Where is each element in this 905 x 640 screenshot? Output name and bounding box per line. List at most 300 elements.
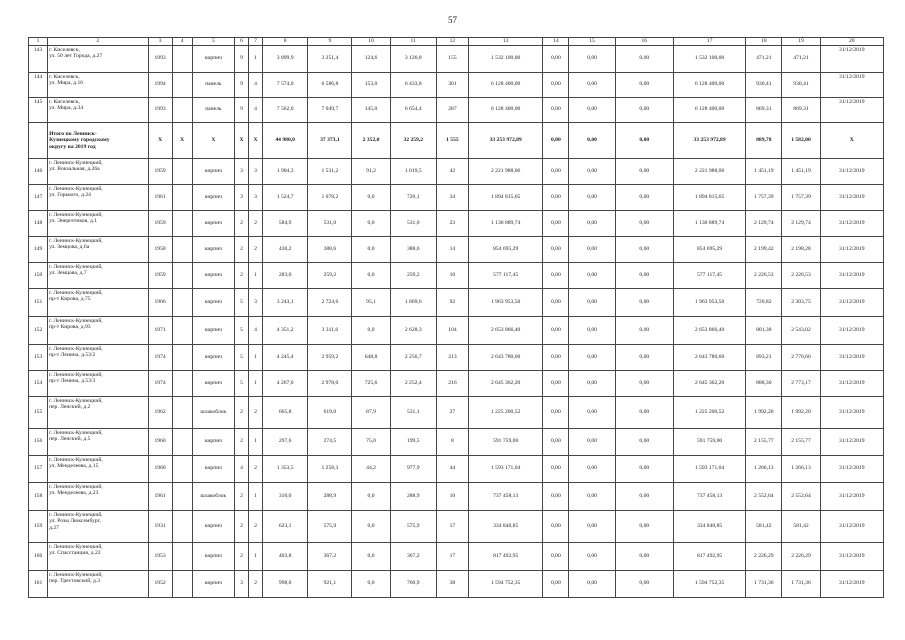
table-row [29,158,884,184]
cell-u2: 471,21 [782,45,820,72]
cell-u2: 1 582,00 [782,122,820,158]
cell-s1: 44 980,0 [263,122,308,158]
cell-s2: 274,5 [308,428,352,455]
cell-u2: 1 451,19 [782,158,820,184]
cell-fl: 4 [234,455,248,482]
address-line: г. Ленинск-Кузнецкий, [49,211,103,218]
cell-s1: 283,0 [263,262,308,288]
cell-u1: 889,78 [746,122,782,158]
address-cell [48,184,148,210]
cell-tot: 1 130 889,74 [673,210,745,236]
cell-fl: X [234,122,248,158]
cell-u2: 2 155,77 [782,428,820,455]
address-line: ул. Менделеева, д.23 [49,490,99,497]
address-line: г. Киселевск, [49,98,80,105]
cell-year: 1994 [148,72,172,97]
cell-date: 31/12/2019 [820,210,883,236]
cell-fl: 2 [234,236,248,262]
cell-year: 1960 [148,428,172,455]
cell-n: 17 [436,542,468,570]
column-number: 17 [673,38,745,46]
cell-s2: 1 258,3 [308,455,352,482]
cell-en: 4 [249,72,263,97]
address-line: пр-т Кирова, д.75 [49,296,91,303]
cell-u1: 720,82 [746,288,782,316]
address-line: г. Ленинск-Кузнецкий, [49,289,103,296]
cell-no: 155 [29,396,48,428]
cell-s4: 575,9 [390,510,436,542]
cell-sum: 577 117,45 [468,262,542,288]
cell-fl: 2 [234,510,248,542]
cell-no: 149 [29,236,48,262]
address-line: г. Ленинск-Кузнецкий, [49,397,103,404]
cell-no: 156 [29,428,48,455]
cell-s2: 388,6 [308,236,352,262]
cell-year: 1961 [148,184,172,210]
cell-mat: кирпич [192,236,234,262]
cell-s1: 310,0 [263,482,308,510]
cell-mat: кирпич [192,344,234,370]
cell-tot: 1 532 100,00 [673,45,745,72]
address-line: ул. Розы Люксембург, [49,518,101,525]
cell-mat: кирпич [192,158,234,184]
cell-c4 [172,316,192,344]
address-cell [48,455,148,482]
cell-date: 31/12/2019 [820,570,883,597]
cell-n: 23 [436,210,468,236]
cell-fl: 9 [234,45,248,72]
page-number: 57 [448,15,457,25]
cell-s3: 0,0 [352,510,390,542]
cell-no: 159 [29,510,48,542]
address-line: ул. Спасстанция, д.22 [49,550,101,557]
cell-u2: 1 266,13 [782,455,820,482]
cell-z1: 0,00 [543,288,569,316]
address-cell [48,72,148,97]
cell-z2: 0,00 [569,97,615,122]
cell-s4: 32 259,2 [390,122,436,158]
address-cell [48,396,148,428]
cell-s4: 288,9 [390,482,436,510]
cell-z3: 0,00 [615,455,673,482]
cell-s1: 297,6 [263,428,308,455]
cell-sum: 1 130 889,74 [468,210,542,236]
cell-en: 1 [249,482,263,510]
cell-s1: 4 267,0 [263,370,308,396]
cell-no: 147 [29,184,48,210]
cell-z1: 0,00 [543,236,569,262]
cell-s2: 2 724,6 [308,288,352,316]
cell-z3: 0,00 [615,210,673,236]
cell-year: 1959 [148,262,172,288]
cell-tot: 854 695,29 [673,236,745,262]
table-row [29,396,884,428]
cell-mat: кирпич [192,45,234,72]
table-row [29,262,884,288]
cell-s2: 367,2 [308,542,352,570]
cell-n: 38 [436,570,468,597]
cell-u2: 930,41 [782,72,820,97]
cell-u1: 2 552,64 [746,482,782,510]
cell-s2: 2 959,2 [308,344,352,370]
cell-u1: 2 129,74 [746,210,782,236]
address-line: г. Ленинск-Кузнецкий, [49,456,103,463]
cell-z3: 0,00 [615,542,673,570]
cell-z1: 0,00 [543,542,569,570]
address-line: пр-т Ленина, д.53/2 [49,352,96,359]
cell-n: 17 [436,510,468,542]
cell-u1: 893,21 [746,344,782,370]
cell-z3: 0,00 [615,570,673,597]
cell-c4 [172,184,192,210]
cell-mat: кирпич [192,316,234,344]
cell-s3: 0,0 [352,542,390,570]
cell-n: 10 [436,482,468,510]
cell-s2: 3 311,6 [308,316,352,344]
address-cell [48,316,148,344]
cell-n: 44 [436,455,468,482]
cell-date: X [820,122,883,158]
cell-mat: кирпич [192,262,234,288]
address-cell [48,344,148,370]
cell-c4 [172,570,192,597]
address-line: г. Ленинск-Кузнецкий, [49,185,103,192]
cell-z2: 0,00 [569,316,615,344]
cell-sum: 1 894 815,65 [468,184,542,210]
cell-en: 2 [249,396,263,428]
cell-z3: 0,00 [615,97,673,122]
table-row [29,482,884,510]
cell-z3: 0,00 [615,262,673,288]
cell-u1: 2 199,42 [746,236,782,262]
cell-mat: кирпич [192,428,234,455]
cell-u1: 471,21 [746,45,782,72]
cell-z3: 0,00 [615,184,673,210]
cell-s4: 720,1 [390,184,436,210]
cell-c4 [172,236,192,262]
cell-c4 [172,428,192,455]
cell-year: 1962 [148,396,172,428]
cell-s2: 531,0 [308,210,352,236]
cell-sum: 817 492,95 [468,542,542,570]
table-row [29,570,884,597]
cell-s1: 665,8 [263,396,308,428]
cell-no: 161 [29,570,48,597]
total-row [29,122,884,158]
cell-sum: 737 458,13 [468,482,542,510]
cell-en: 1 [249,262,263,288]
cell-c4 [172,288,192,316]
address-line: г. Ленинск-Кузнецкий, [49,543,103,550]
address-line: г. Ленинск-Кузнецкий, [49,345,103,352]
cell-s3: 725,6 [352,370,390,396]
cell-s2: 288,9 [308,482,352,510]
address-line: ул. Менделеева, д.15 [49,463,99,470]
cell-z1: 0,00 [543,158,569,184]
cell-z1: 0,00 [543,396,569,428]
cell-no: 152 [29,316,48,344]
cell-mat: кирпич [192,370,234,396]
address-line: округу на 2019 год [49,143,96,150]
cell-z3: 0,00 [615,510,673,542]
cell-z2: 0,00 [569,184,615,210]
cell-tot: 2 645 362,20 [673,370,745,396]
cell-z2: 0,00 [569,396,615,428]
cell-en: 2 [249,210,263,236]
cell-sum: 2 221 988,06 [468,158,542,184]
cell-tot: 2 643 780,60 [673,344,745,370]
cell-year: 1960 [148,455,172,482]
cell-mat: кирпич [192,288,234,316]
address-cell [48,428,148,455]
address-cell [48,542,148,570]
cell-n: 27 [436,396,468,428]
cell-tot: 577 117,45 [673,262,745,288]
cell-z2: 0,00 [569,428,615,455]
column-number: 2 [48,38,148,46]
cell-u2: 869,31 [782,97,820,122]
cell-z1: 0,00 [543,45,569,72]
cell-s3: 95,1 [352,288,390,316]
cell-fl: 2 [234,396,248,428]
cell-date: 31/12/2019 [820,72,883,97]
address-line: ул. Мира, д.34 [49,105,84,112]
column-number: 1 [29,38,48,46]
address-cell [48,122,148,158]
table-row [29,45,884,72]
cell-mat: X [192,122,234,158]
column-number: 14 [543,38,569,46]
address-line: ул. Земцова, д.7 [49,270,87,277]
cell-u2: 1 757,39 [782,184,820,210]
column-number: 4 [172,38,192,46]
cell-z2: 0,00 [569,542,615,570]
cell-z3: 0,00 [615,72,673,97]
cell-en: 2 [249,236,263,262]
cell-fl: 5 [234,316,248,344]
cell-s4: 259,2 [390,262,436,288]
column-number: 12 [436,38,468,46]
cell-z3: 0,00 [615,344,673,370]
cell-tot: 6 128 400,00 [673,97,745,122]
cell-tot: 1 894 815,65 [673,184,745,210]
cell-sum: 591 759,00 [468,428,542,455]
cell-u1: 888,30 [746,370,782,396]
cell-c4 [172,97,192,122]
cell-n: 10 [436,262,468,288]
cell-tot: 737 458,13 [673,482,745,510]
cell-u1: 2 226,29 [746,542,782,570]
cell-n: 155 [436,45,468,72]
address-line: г. Ленинск-Кузнецкий, [49,237,103,244]
address-cell [48,510,148,542]
cell-c4 [172,370,192,396]
cell-en: 1 [249,344,263,370]
cell-date: 31/12/2019 [820,45,883,72]
cell-u2: 581,42 [782,510,820,542]
cell-tot: 33 253 972,89 [673,122,745,158]
address-line: ул. Энергетиков, д.1 [49,218,98,225]
cell-z1: 0,00 [543,262,569,288]
cell-s4: 977,9 [390,455,436,482]
cell-s2: 2 978,0 [308,370,352,396]
cell-u2: 1 992,20 [782,396,820,428]
cell-sum: 1 532 100,00 [468,45,542,72]
cell-fl: 9 [234,72,248,97]
cell-en: 4 [249,316,263,344]
cell-u2: 2 543,02 [782,316,820,344]
cell-z1: 0,00 [543,316,569,344]
address-cell [48,97,148,122]
cell-no: 154 [29,370,48,396]
table-row [29,288,884,316]
cell-s1: 403,8 [263,542,308,570]
address-line: г. Ленинск-Кузнецкий, [49,571,103,578]
cell-s1: 998,0 [263,570,308,597]
cell-s3: 0,0 [352,262,390,288]
table-row [29,184,884,210]
cell-en: X [249,122,263,158]
cell-date: 31/12/2019 [820,396,883,428]
cell-s2: 259,2 [308,262,352,288]
cell-s3: 0,0 [352,236,390,262]
cell-sum: 334 840,85 [468,510,542,542]
address-line: Кузнецкому городскому [49,137,110,144]
cell-year: 1959 [148,158,172,184]
cell-s2: 3 251,4 [308,45,352,72]
address-line: г. Ленинск-Кузнецкий, [49,263,103,270]
cell-tot: 334 840,85 [673,510,745,542]
cell-mat: кирпич [192,570,234,597]
cell-z3: 0,00 [615,428,673,455]
cell-year: 1952 [148,570,172,597]
cell-sum: 2 645 362,20 [468,370,542,396]
cell-s4: 531,0 [390,210,436,236]
cell-z3: 0,00 [615,370,673,396]
cell-fl: 9 [234,97,248,122]
cell-sum: 1 963 953,50 [468,288,542,316]
address-line: ул. Мира, д.16 [49,80,84,87]
cell-z1: 0,00 [543,428,569,455]
cell-c4 [172,45,192,72]
cell-z2: 0,00 [569,210,615,236]
column-number: 19 [782,38,820,46]
cell-s1: 4 351,2 [263,316,308,344]
cell-u2: 2 226,29 [782,542,820,570]
cell-year: 1953 [148,542,172,570]
cell-s3: 44,2 [352,455,390,482]
cell-z2: 0,00 [569,122,615,158]
cell-c4 [172,262,192,288]
cell-no: 158 [29,482,48,510]
cell-n: 287 [436,97,468,122]
cell-date: 31/12/2019 [820,542,883,570]
cell-en: 3 [249,158,263,184]
cell-s3: 87,9 [352,396,390,428]
cell-mat: панель [192,97,234,122]
cell-no: 151 [29,288,48,316]
cell-s3: 91,2 [352,158,390,184]
column-number: 13 [468,38,542,46]
cell-s4: 199,5 [390,428,436,455]
column-number: 8 [263,38,308,46]
cell-sum: 2 653 866,40 [468,316,542,344]
column-number: 6 [234,38,248,46]
cell-en: 2 [249,510,263,542]
cell-mat: кирпич [192,510,234,542]
cell-year: 1993 [148,45,172,72]
column-number: 10 [352,38,390,46]
column-number: 20 [820,38,883,46]
cell-u1: 2 226,53 [746,262,782,288]
cell-mat: панель [192,72,234,97]
cell-en: 4 [249,97,263,122]
cell-s4: 2 628,3 [390,316,436,344]
cell-c4 [172,482,192,510]
cell-mat: кирпич [192,542,234,570]
cell-no: 146 [29,158,48,184]
cell-s2: 37 373,1 [308,122,352,158]
cell-c4 [172,396,192,428]
cell-no: 143 [29,45,48,72]
cell-u1: 869,31 [746,97,782,122]
cell-s2: 575,9 [308,510,352,542]
cell-mat: кирпич [192,455,234,482]
cell-c4 [172,72,192,97]
cell-year: 1961 [148,482,172,510]
cell-n: 8 [436,428,468,455]
address-line: г. Ленинск-Кузнецкий, [49,429,103,436]
cell-no: 144 [29,72,48,97]
cell-tot: 2 653 866,40 [673,316,745,344]
cell-fl: 5 [234,370,248,396]
cell-year: 1959 [148,210,172,236]
cell-no: 145 [29,97,48,122]
cell-n: 42 [436,158,468,184]
cell-fl: 5 [234,344,248,370]
cell-s2: 619,0 [308,396,352,428]
cell-sum: 2 643 780,60 [468,344,542,370]
address-line: ул. Горького, д.24 [49,192,91,199]
cell-year: 1974 [148,344,172,370]
cell-z1: 0,00 [543,122,569,158]
cell-z3: 0,00 [615,396,673,428]
cell-date: 31/12/2019 [820,455,883,482]
cell-s1: 3 899,9 [263,45,308,72]
cell-z2: 0,00 [569,158,615,184]
cell-s4: 367,2 [390,542,436,570]
cell-z2: 0,00 [569,482,615,510]
cell-year: 1958 [148,236,172,262]
cell-fl: 3 [234,570,248,597]
cell-no: 153 [29,344,48,370]
address-line: г. Ленинск-Кузнецкий, [49,371,103,378]
cell-sum: 854 695,29 [468,236,542,262]
cell-date: 31/12/2019 [820,184,883,210]
cell-tot: 1 593 171,04 [673,455,745,482]
cell-sum: 1 225 200,52 [468,396,542,428]
housing-register-table [28,37,884,598]
cell-u2: 2 303,75 [782,288,820,316]
cell-s2: 6 586,8 [308,72,352,97]
cell-u1: 1 992,20 [746,396,782,428]
cell-s4: 3 126,8 [390,45,436,72]
cell-u2: 2 198,28 [782,236,820,262]
cell-s3: 0,0 [352,184,390,210]
cell-en: 2 [249,455,263,482]
cell-mat: кирпич [192,184,234,210]
cell-z1: 0,00 [543,344,569,370]
